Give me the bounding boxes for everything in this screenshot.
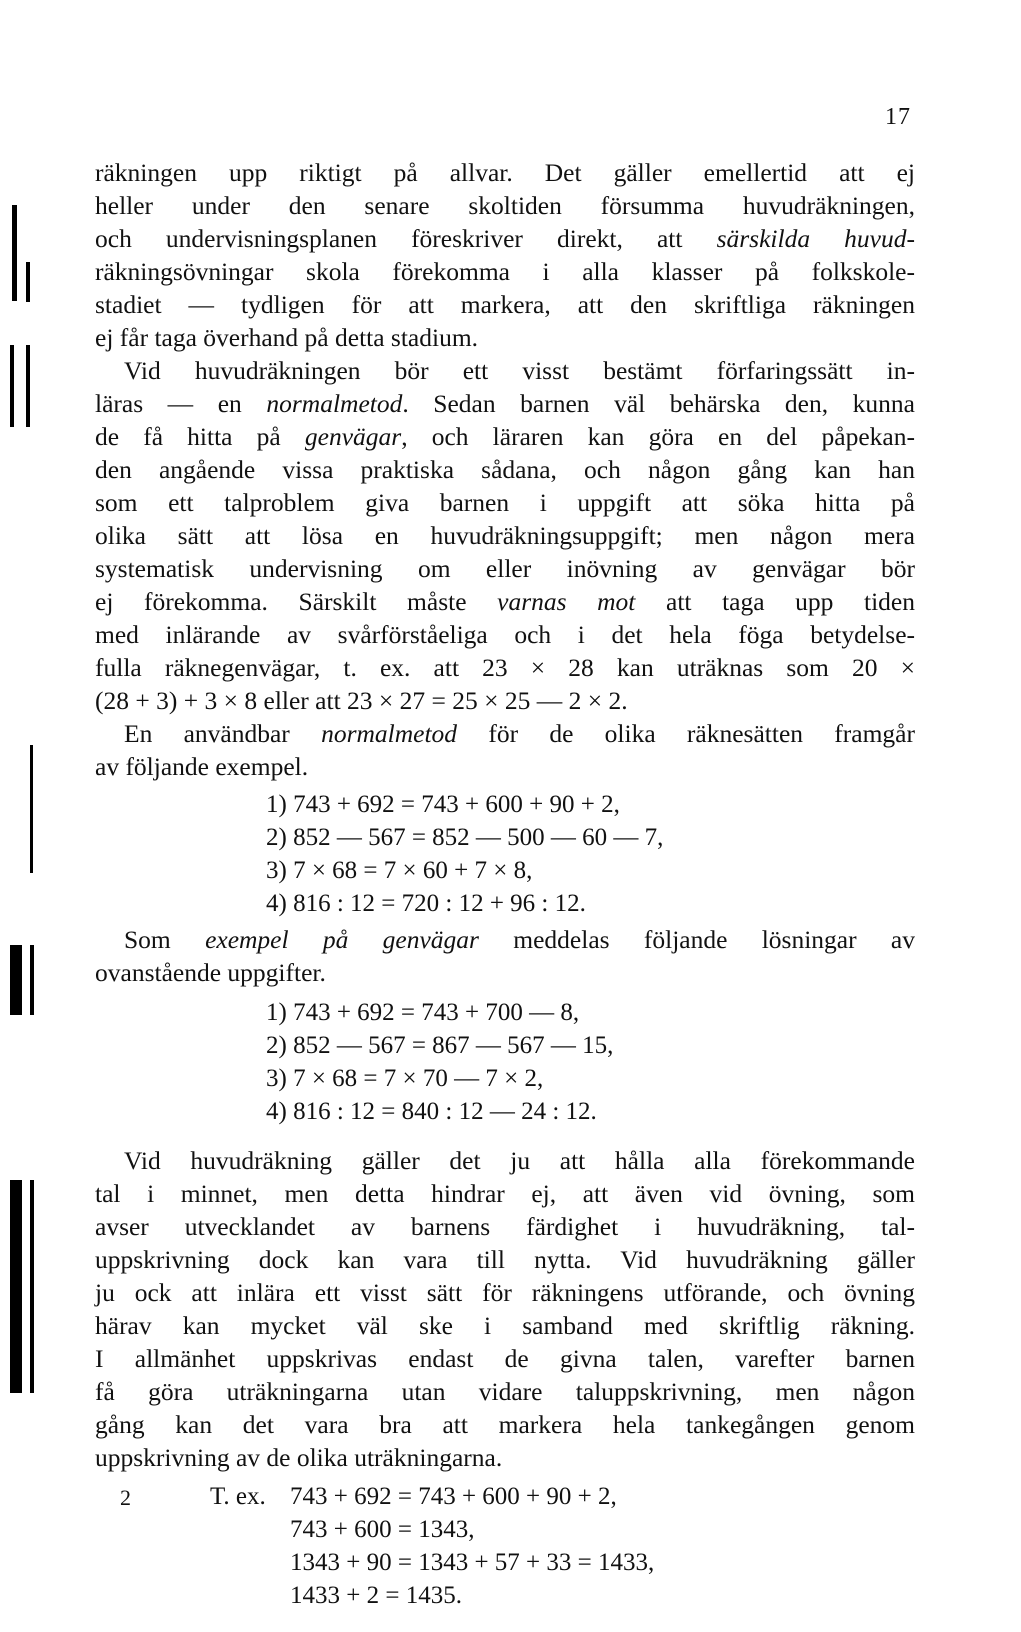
text-line: Vid huvudräkning gäller det ju att hålla alla förekommande (124, 1146, 915, 1175)
text-line (95, 222, 915, 255)
text-line: I allmänhet uppskrivas endast de givna talen, varefter barnen (95, 1344, 915, 1373)
text-line: tal i minnet, men detta hindrar ej, att även vid övning, som (95, 1179, 915, 1208)
margin-mark (26, 262, 30, 302)
text-line: avser utvecklandet av barnens färdighet i huvudräkning, tal- (95, 1212, 915, 1241)
text-line: ju ock att inlära ett visst sätt för räkningens utförande, och övning (95, 1278, 915, 1307)
equation-line: 2) 852 — 567 = 852 — 500 — 60 — 7, (266, 824, 664, 851)
equation-line: 4) 816 : 12 = 720 : 12 + 96 : 12. (266, 890, 586, 917)
text-line: räkningsövningar skola förekomma i alla klasser på folkskole- (95, 257, 915, 286)
text-line: med inlärande av svårförståeliga och i det hela föga betydelse- (95, 620, 915, 649)
text-run: . Sedan barnen väl behärska den, kunna (402, 389, 915, 418)
italic-term: normalmetod (266, 389, 403, 418)
margin-mark (10, 345, 14, 427)
text-line: räkningen upp riktigt på allvar. Det gäller emellertid att ej (95, 158, 915, 187)
text-line: den angående vissa praktiska sådana, och någon gång kan han (95, 455, 915, 484)
equation-line: 4) 816 : 12 = 840 : 12 — 24 : 12. (266, 1098, 597, 1125)
margin-mark (10, 945, 22, 1015)
equation-line: 1) 743 + 692 = 743 + 600 + 90 + 2, (266, 791, 620, 818)
equation-line: 1433 + 2 = 1435. (290, 1582, 462, 1609)
text-line (95, 387, 915, 420)
margin-mark (30, 745, 33, 873)
text-line: heller under den senare skoltiden försumma huvudräkningen, (95, 191, 915, 220)
text-line: Vid huvudräkningen bör ett visst bestämt förfaringssätt in- (124, 356, 915, 385)
text-run: ej förekomma. Särskilt måste (95, 587, 498, 616)
equation-line: 1343 + 90 = 1343 + 57 + 33 = 1433, (290, 1549, 655, 1576)
text-line: ovanstående uppgifter. (95, 958, 326, 987)
text-line: uppskrivning av de olika uträkningarna. (95, 1443, 503, 1472)
text-run: läras — en (95, 389, 267, 418)
margin-mark (26, 345, 30, 427)
italic-term: genvägar (304, 422, 402, 451)
text-line: (28 + 3) + 3 × 8 eller att 23 × 27 = 25 × 25 — 2 × 2. (95, 686, 628, 715)
italic-term: exempel på genvägar (205, 925, 479, 954)
text-line: fulla räknegenvägar, t. ex. att 23 × 28 kan uträknas som 20 × (95, 653, 915, 682)
page-number: 17 (885, 104, 911, 130)
text-line: av följande exempel. (95, 752, 309, 781)
text-run: meddelas följande lösningar av (478, 925, 915, 954)
text-line: härav kan mycket väl ske i samband med skriftlig räkning. (95, 1311, 915, 1340)
text-line (124, 923, 915, 956)
italic-term: särskilda huvud- (716, 224, 915, 253)
margin-mark (12, 205, 17, 301)
text-run: de få hitta på (95, 422, 305, 451)
text-line: uppskrivning dock kan vara till nytta. Vid huvudräkning gäller (95, 1245, 915, 1274)
signature-mark: 2 (120, 1485, 131, 1510)
text-run: Som (124, 925, 206, 954)
text-line: som ett talproblem giva barnen i uppgift att söka hitta på (95, 488, 915, 517)
text-line (124, 717, 915, 750)
italic-term: varnas mot (497, 587, 636, 616)
text-line (95, 420, 915, 453)
text-run: En användbar (124, 719, 322, 748)
example-label: T. ex. (210, 1483, 266, 1510)
margin-mark (30, 1180, 34, 1393)
equation-line: 743 + 600 = 1343, (290, 1516, 475, 1543)
equation-line: 743 + 692 = 743 + 600 + 90 + 2, (290, 1483, 617, 1510)
text-line: systematisk undervisning om eller inövning av genvägar bör (95, 554, 915, 583)
equation-line: 3) 7 × 68 = 7 × 60 + 7 × 8, (266, 857, 533, 884)
text-run: , och läraren kan göra en del påpekan- (401, 422, 915, 451)
equation-line: 3) 7 × 68 = 7 × 70 — 7 × 2, (266, 1065, 544, 1092)
margin-mark (30, 945, 34, 1015)
equation-line: 2) 852 — 567 = 867 — 567 — 15, (266, 1032, 614, 1059)
text-line: gång kan det vara bra att markera hela tankegången genom (95, 1410, 915, 1439)
text-run: att taga upp tiden (635, 587, 916, 616)
text-line: stadiet — tydligen för att markera, att den skriftliga räkningen (95, 290, 915, 319)
text-run: och undervisningsplanen föreskriver direkt, att (95, 224, 717, 253)
margin-mark (10, 1180, 22, 1393)
text-run: för de olika räknesätten framgår (457, 719, 915, 748)
text-line (95, 585, 915, 618)
text-line: olika sätt att lösa en huvudräkningsuppgift; men någon mera (95, 521, 915, 550)
text-line: ej får taga överhand på detta stadium. (95, 323, 479, 352)
text-line: få göra uträkningarna utan vidare taluppskrivning, men någon (95, 1377, 915, 1406)
equation-line: 1) 743 + 692 = 743 + 700 — 8, (266, 999, 580, 1026)
italic-term: normalmetod (321, 719, 458, 748)
